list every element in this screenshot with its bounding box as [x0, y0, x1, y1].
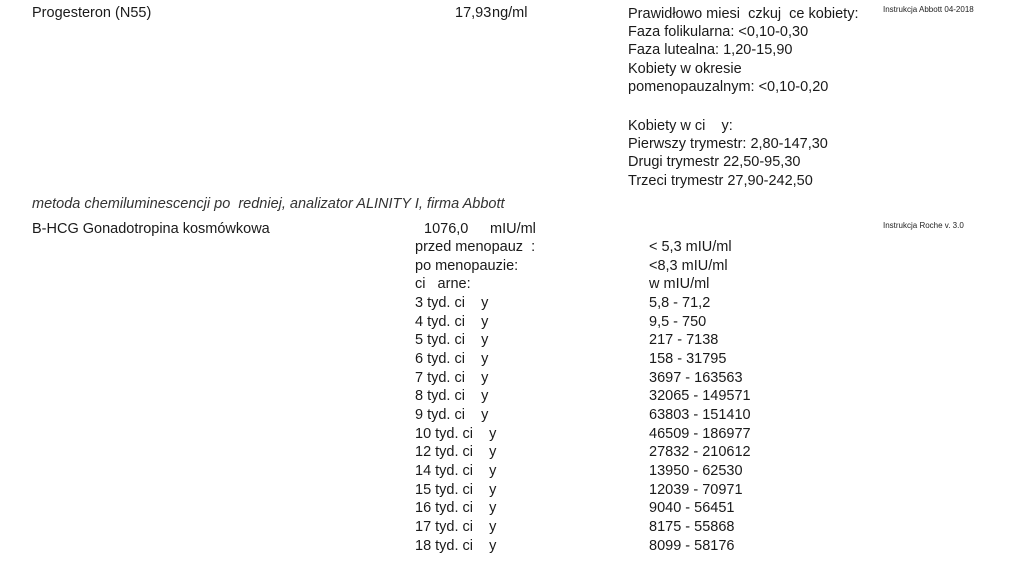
bhcg-row-label: 8 tyd. ci y — [415, 388, 489, 404]
bhcg-row-range: 8099 - 58176 — [649, 538, 735, 554]
bhcg-row-range: 3697 - 163563 — [649, 370, 743, 386]
bhcg-row-label: 3 tyd. ci y — [415, 295, 489, 311]
progesterone-source-note: Instrukcja Abbott 04-2018 — [883, 5, 974, 14]
bhcg-row-range: 158 - 31795 — [649, 351, 727, 367]
bhcg-row-range: 9040 - 56451 — [649, 500, 735, 516]
bhcg-row-range: <8,3 mIU/ml — [649, 258, 728, 274]
bhcg-row-range: 13950 - 62530 — [649, 463, 743, 479]
bhcg-row-label: 4 tyd. ci y — [415, 314, 489, 330]
progesterone-range-line: Prawidłowo miesi czkuj ce kobiety: — [628, 6, 859, 22]
bhcg-test-name: B-HCG Gonadotropina kosmówkowa — [32, 221, 270, 237]
bhcg-row-range: 5,8 - 71,2 — [649, 295, 711, 311]
pregnancy-range-line: Kobiety w ci y: — [628, 118, 733, 134]
bhcg-row-range: 63803 - 151410 — [649, 407, 751, 423]
bhcg-row-label: 17 tyd. ci y — [415, 519, 497, 535]
progesterone-range-line: Faza lutealna: 1,20-15,90 — [628, 42, 793, 58]
bhcg-row-label: ci arne: — [415, 276, 471, 292]
bhcg-row-range: 27832 - 210612 — [649, 444, 751, 460]
bhcg-value: 1076,0 — [424, 221, 469, 237]
bhcg-row-range: 8175 - 55868 — [649, 519, 735, 535]
progesterone-test-name: Progesteron (N55) — [32, 5, 152, 21]
bhcg-row-label: 16 tyd. ci y — [415, 500, 497, 516]
progesterone-range-line: pomenopauzalnym: <0,10-0,20 — [628, 79, 829, 95]
bhcg-row-label: 18 tyd. ci y — [415, 538, 497, 554]
bhcg-row-label: 14 tyd. ci y — [415, 463, 497, 479]
bhcg-row-range: 46509 - 186977 — [649, 426, 751, 442]
progesterone-range-line: Kobiety w okresie — [628, 61, 742, 77]
bhcg-row-range: 9,5 - 750 — [649, 314, 707, 330]
bhcg-unit: mIU/ml — [490, 221, 536, 237]
bhcg-row-range: 217 - 7138 — [649, 332, 719, 348]
bhcg-row-range: 12039 - 70971 — [649, 482, 743, 498]
bhcg-row-label: 7 tyd. ci y — [415, 370, 489, 386]
bhcg-row-range: w mIU/ml — [649, 276, 710, 292]
bhcg-row-range: < 5,3 mIU/ml — [649, 239, 732, 255]
bhcg-row-label: 9 tyd. ci y — [415, 407, 489, 423]
method-note: metoda chemiluminescencji po redniej, analizator ALINITY I, firma Abbott — [32, 196, 505, 212]
progesterone-range-line: Faza folikularna: <0,10-0,30 — [628, 24, 809, 40]
bhcg-row-label: 15 tyd. ci y — [415, 482, 497, 498]
pregnancy-range-line: Drugi trymestr 22,50-95,30 — [628, 154, 801, 170]
bhcg-row-range: 32065 - 149571 — [649, 388, 751, 404]
pregnancy-range-line: Pierwszy trymestr: 2,80-147,30 — [628, 136, 828, 152]
bhcg-row-label: 10 tyd. ci y — [415, 426, 497, 442]
bhcg-row-label: po menopauzie: — [415, 258, 519, 274]
bhcg-row-label: 5 tyd. ci y — [415, 332, 489, 348]
pregnancy-range-line: Trzeci trymestr 27,90-242,50 — [628, 173, 813, 189]
bhcg-row-label: 12 tyd. ci y — [415, 444, 497, 460]
bhcg-source-note: Instrukcja Roche v. 3.0 — [883, 221, 964, 230]
bhcg-row-label: przed menopauz : — [415, 239, 536, 255]
progesterone-unit: ng/ml — [492, 5, 528, 21]
bhcg-row-label: 6 tyd. ci y — [415, 351, 489, 367]
progesterone-value: 17,93 — [455, 5, 492, 21]
